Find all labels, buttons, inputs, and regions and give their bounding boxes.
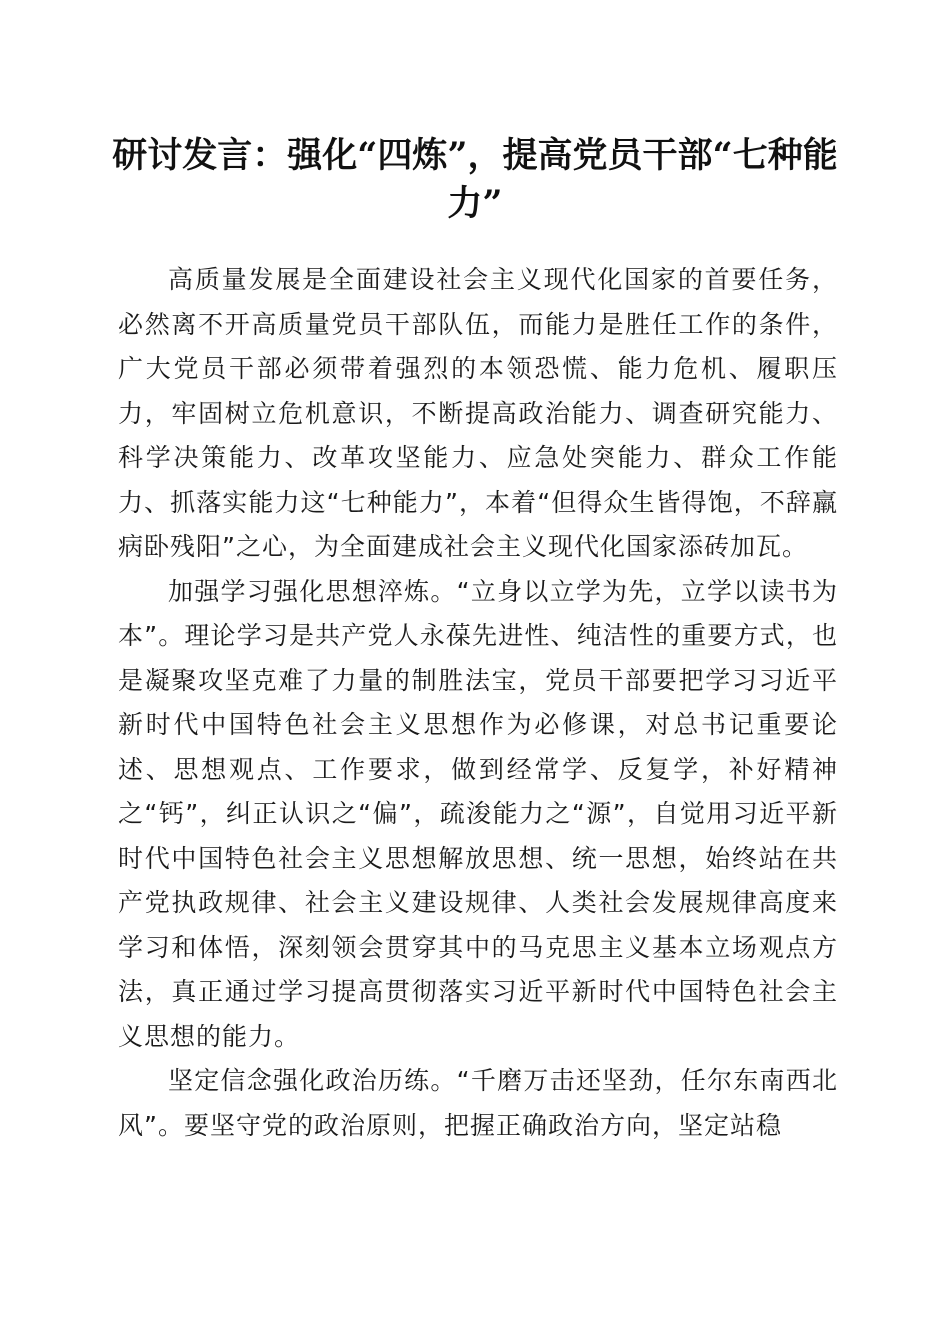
paragraph-belief: 坚定信念强化政治历练。“千磨万击还坚劲，任尔东南西北风”。要坚守党的政治原则，把握正确政治方向，坚定站稳 bbox=[118, 1066, 838, 1140]
paragraph-study: 加强学习强化思想淬炼。“立身以立学为先，立学以读书为本”。理论学习是共产党人永葆先进性、纯洁性的重要方式，也是凝聚攻坚克难了力量的制胜法宝，党员干部要把学习习近平新时代中国特色社会主义思想作为必修课，对总书记重要论述、思想观点、工作要求，做到经常学、反复学，补好精神之“钙”，纠正认识之“偏”，疏浚能力之“源”，自觉用习近平新时代中国特色社会主义思想解放思想、统一思想，始终站在共产党执政规律、社会主义建设规律、人类社会发展规律高度来学习和体悟，深刻领会贯穿其中的马克思主义基本立场观点方法，真正通过学习提高贯彻落实习近平新时代中国特色社会主义思想的能力。 bbox=[118, 576, 838, 1051]
paragraph-intro: 高质量发展是全面建设社会主义现代化国家的首要任务，必然离不开高质量党员干部队伍，而能力是胜任工作的条件，广大党员干部必须带着强烈的本领恐慌、能力危机、履职压力，牢固树立危机意识，不断提高政治能力、调查研究能力、科学决策能力、改革攻坚能力、应急处突能力、群众工作能力、抓落实能力这“七种能力”，本着“但得众生皆得饱，不辞羸病卧残阳”之心，为全面建成社会主义现代化国家添砖加瓦。 bbox=[118, 265, 838, 561]
document-title: 研讨发言：强化“四炼”，提高党员干部“七种能力” bbox=[112, 135, 838, 224]
document-body bbox=[118, 258, 838, 1148]
